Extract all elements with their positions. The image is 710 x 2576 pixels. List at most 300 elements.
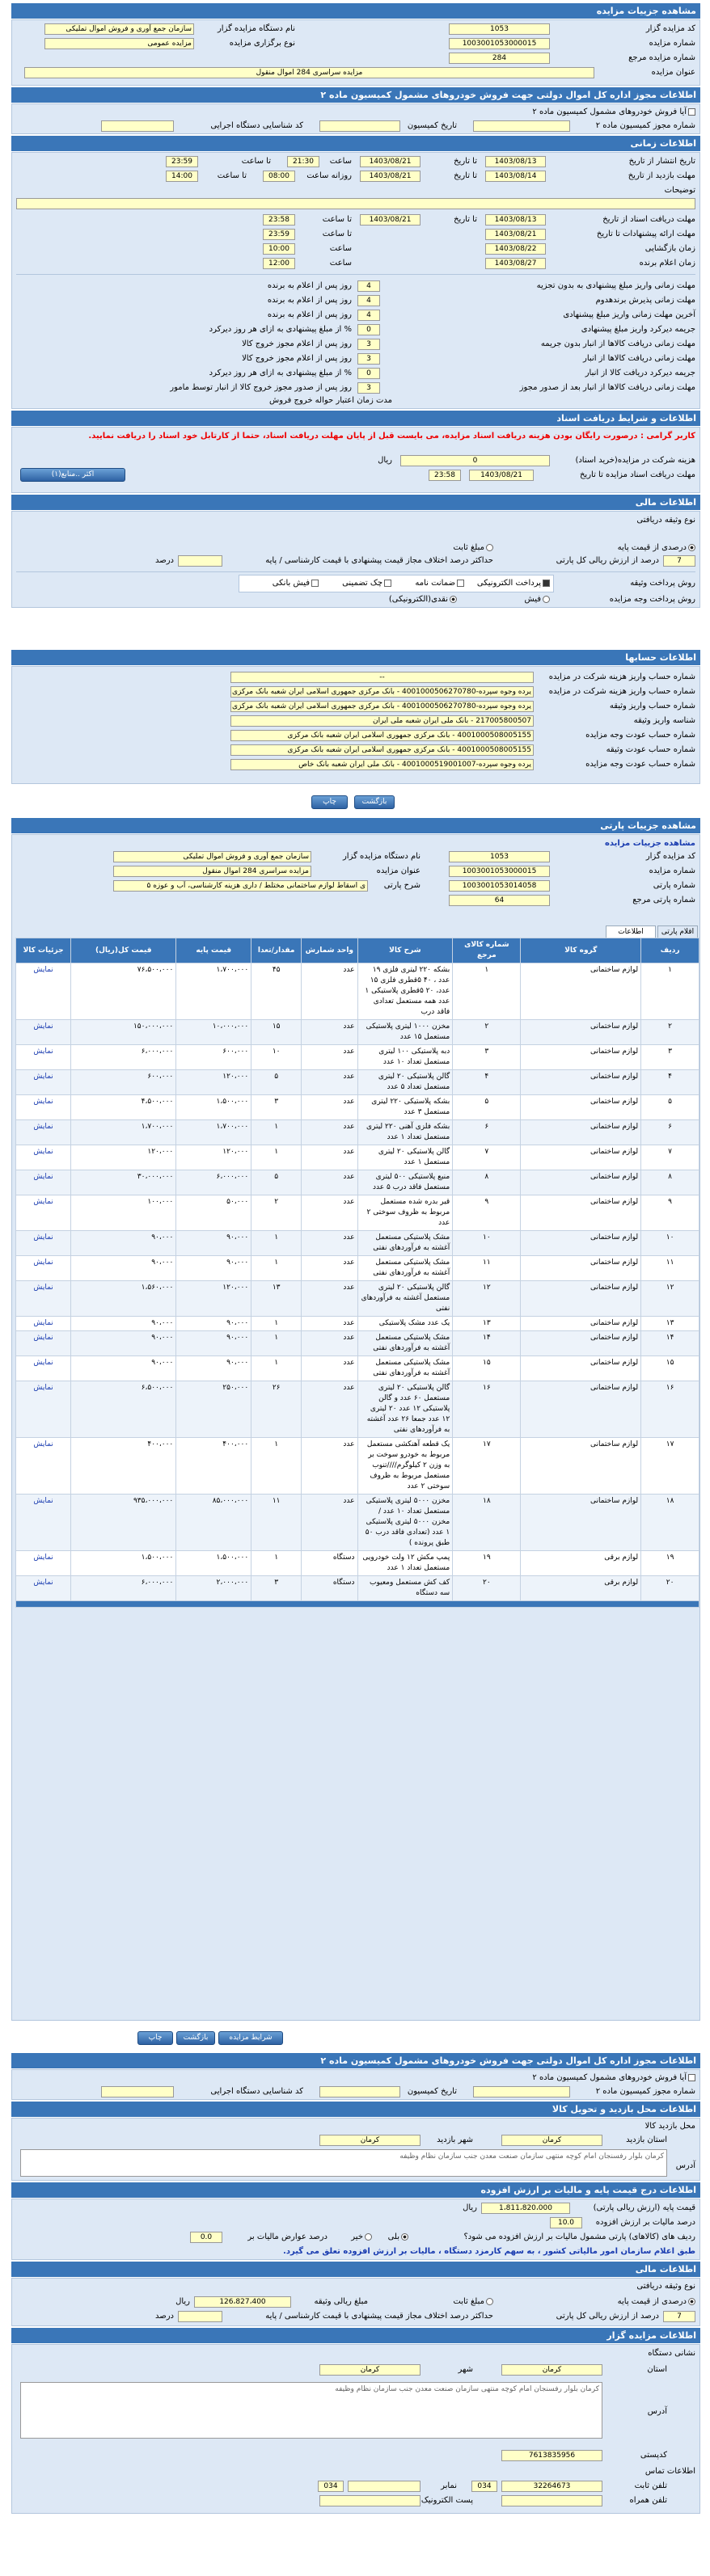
table-cell: ۱۴ bbox=[453, 1331, 521, 1356]
table-cell: ۱۶ bbox=[641, 1381, 699, 1438]
section-financial-1: اطلاعات مالی bbox=[11, 495, 700, 510]
show-details-link[interactable]: نمایش bbox=[33, 1123, 53, 1131]
table-cell: عدد bbox=[302, 1331, 357, 1356]
show-details-link[interactable]: نمایش bbox=[33, 1173, 53, 1181]
show-details-link[interactable]: نمایش bbox=[33, 1384, 53, 1392]
section-time-info: اطلاعات زمانی bbox=[11, 136, 700, 151]
table-cell: ۵ bbox=[251, 1170, 302, 1195]
pay-receipt-checkbox[interactable] bbox=[311, 580, 319, 587]
time-desc-field bbox=[16, 198, 695, 209]
back-button[interactable]: بازگشت bbox=[354, 795, 395, 809]
visit-to-label: تا تاریخ bbox=[454, 171, 477, 180]
show-details-link[interactable]: نمایش bbox=[33, 1284, 53, 1292]
visit-location-label: محل بازدید کالا bbox=[644, 2122, 695, 2131]
table-cell: گالن پلاستیکی ۲۰ لیتری مستعمل ۶۰ عدد و گالن پلاستیکی ۱۲ عدد ۲۰ لیتری ۱۲ عدد جمعا ۲۶ عدد آغشته به فرآوردهای نفتی bbox=[357, 1381, 453, 1438]
opening-label: زمان بازگشایی bbox=[644, 244, 695, 253]
details-cell bbox=[16, 1020, 71, 1045]
deadline-7-unit: % از مبلغ پیشنهادی به ازای هر روز دیرکرد bbox=[209, 369, 352, 377]
party-ref-label: شماره پارتی مرجع bbox=[632, 896, 695, 904]
show-details-link[interactable]: نمایش bbox=[33, 1334, 53, 1342]
show-details-link[interactable]: نمایش bbox=[33, 1048, 53, 1056]
deposit-amount-label: مبلغ ریالی وثیقه bbox=[314, 2297, 368, 2306]
visit-province-field: کرمان bbox=[501, 2135, 602, 2146]
publish-to-label: تا تاریخ bbox=[454, 157, 477, 166]
doc-from-label: مهلت دریافت اسناد از تاریخ bbox=[602, 215, 695, 224]
table-cell: لوازم ساختمانی bbox=[521, 1070, 641, 1095]
table-cell: عدد bbox=[302, 1356, 357, 1381]
account-6-label: شماره حساب عودت وثیقه bbox=[606, 745, 695, 754]
section-financial-2: اطلاعات مالی bbox=[11, 2262, 700, 2277]
deadline-2-label: مهلت زمانی پذیرش برندهدوم bbox=[595, 296, 695, 305]
table-cell: لوازم ساختمانی bbox=[521, 1020, 641, 1045]
party-auction-number-label: شماره مزایده bbox=[649, 866, 695, 875]
table-cell: ۲ bbox=[251, 1195, 302, 1231]
show-details-link[interactable]: نمایش bbox=[33, 1233, 53, 1242]
visit-address-field: کرمان بلوار رفسنجان امام کوچه منتهی سازمان صنعت معدن جنب سازمان نظام وظیفه bbox=[20, 2149, 667, 2177]
time-desc-label: توضیحات bbox=[664, 186, 695, 195]
tab-additional-info[interactable]: اطلاعات bbox=[606, 925, 656, 938]
mobile-label: تلفن همراه bbox=[629, 2496, 667, 2505]
table-cell: لوازم ساختمانی bbox=[521, 1256, 641, 1281]
table-cell: ۹۳۵،۰۰۰،۰۰۰ bbox=[71, 1495, 176, 1551]
pay-guarantee-checkbox[interactable] bbox=[457, 580, 464, 587]
table-cell: ۱۳ bbox=[641, 1317, 699, 1331]
pay-cheque-text: چک تضمینی bbox=[342, 579, 382, 588]
more-documents-button[interactable]: اکثر ..منابع(۱) bbox=[20, 468, 125, 482]
pay-electronic-text: پرداخت الکترونیکی bbox=[476, 579, 541, 588]
table-cell: ۱ bbox=[251, 1145, 302, 1170]
table-cell: لوازم ساختمانی bbox=[521, 1281, 641, 1317]
table-row bbox=[16, 1331, 699, 1356]
agency-id-field bbox=[101, 120, 174, 132]
deposit-percent-radio[interactable] bbox=[688, 544, 695, 551]
vat-no-text: خیر bbox=[351, 2232, 363, 2241]
table-cell: ۱۵ bbox=[641, 1356, 699, 1381]
details-cell bbox=[16, 963, 71, 1020]
auction-subject-field: مزایده سراسری 284 اموال منقول bbox=[24, 67, 594, 78]
deposit-fixed-text-2: مبلغ ثابت bbox=[453, 2297, 484, 2306]
table-cell: یک عدد مشک پلاستیکی bbox=[357, 1317, 453, 1331]
table-cell: ۴ bbox=[641, 1070, 699, 1095]
table-cell: قیر بدره شده مستعمل مربوط به ظروف سوختی ۲ عدد bbox=[357, 1195, 453, 1231]
table-cell: دستگاه bbox=[302, 1576, 357, 1601]
table-cell: بشکه ۲۲۰ لیتری فلزی ۱۹ عدد ، ۴۰ ۵قطری فلزی ۱۵ عدد، ۲۰ ۵قطری پلاستیکی ۱ عدد همه مستعمل تعدادی فاقد درب bbox=[357, 963, 453, 1020]
party-number-field: 1003001053014058 bbox=[449, 880, 550, 892]
party-subject-field: مزایده سراسری 284 اموال منقول bbox=[113, 866, 311, 877]
winner-time-field: 12:00 bbox=[263, 258, 295, 269]
license-checkbox-2[interactable] bbox=[688, 2074, 695, 2081]
deadline-3-label: آخرین مهلت زمانی واریز مبلغ پیشنهادی bbox=[563, 310, 695, 319]
deposit-percent-radio-2[interactable] bbox=[688, 2298, 695, 2305]
doc-fee-unit: ریال bbox=[378, 456, 392, 465]
base-price-panel bbox=[11, 2199, 700, 2260]
table-cell: دبه پلاستیکی ۱۰۰ لیتری مستعمل تعداد ۱۰ عدد bbox=[357, 1045, 453, 1070]
table-row bbox=[16, 1317, 699, 1331]
license-checkbox[interactable] bbox=[688, 108, 695, 116]
pm-cash-option[interactable] bbox=[389, 594, 457, 605]
table-cell: ۲۰ bbox=[641, 1576, 699, 1601]
table-cell: ۲۶ bbox=[251, 1381, 302, 1438]
table-cell: لوازم ساختمانی bbox=[521, 1381, 641, 1438]
visit-t2-field: 14:00 bbox=[166, 171, 198, 182]
table-cell: ۹ bbox=[453, 1195, 521, 1231]
license-number-label-2: شماره مجوز کمیسیون ماده ۲ bbox=[595, 2087, 695, 2096]
party-org-name-label: نام دستگاه مزایده گزار bbox=[342, 852, 421, 861]
show-details-link[interactable]: نمایش bbox=[33, 1554, 53, 1562]
org-province-label: استان bbox=[647, 2365, 667, 2374]
auction-number-field: 1003001053000015 bbox=[449, 38, 550, 49]
table-cell: عدد bbox=[302, 1256, 357, 1281]
publish-from-label: تاریخ انتشار از تاریخ bbox=[628, 157, 695, 166]
table-cell: ۶۰۰،۰۰۰ bbox=[176, 1045, 251, 1070]
winner-time-label: ساعت bbox=[329, 259, 352, 268]
pay-electronic-option[interactable] bbox=[477, 578, 550, 589]
table-cell: لوازم ساختمانی bbox=[521, 1331, 641, 1356]
table-cell: ۱۲۰،۰۰۰ bbox=[176, 1145, 251, 1170]
table-cell: ۱۱ bbox=[641, 1256, 699, 1281]
table-cell: ۸ bbox=[641, 1170, 699, 1195]
section-accounts: اطلاعات حسابها bbox=[11, 650, 700, 665]
print-button-2[interactable]: چاپ bbox=[137, 2031, 173, 2045]
table-cell: ۹۰،۰۰۰ bbox=[71, 1317, 176, 1331]
pay-cheque-checkbox[interactable] bbox=[384, 580, 391, 587]
pay-guarantee-option[interactable] bbox=[415, 578, 464, 589]
table-cell: ۹۰،۰۰۰ bbox=[176, 1256, 251, 1281]
table-cell: مشک پلاستیکی مستعمل آغشته به فرآوردهای نفتی bbox=[357, 1331, 453, 1356]
table-row bbox=[16, 1381, 699, 1438]
section-license-1: اطلاعات مجوز اداره کل اموال دولتی جهت فروش خودروهای مشمول کمیسیون ماده ۲ bbox=[11, 87, 700, 103]
table-cell: لوازم ساختمانی bbox=[521, 1317, 641, 1331]
deadline-2-field: 4 bbox=[357, 295, 380, 306]
deadline-8-label: مهلت زمانی دریافت کالاها از انبار بعد از صدور مجوز bbox=[519, 383, 695, 392]
account-1-label: شماره حساب واریز هزینه شرکت در مزایده bbox=[548, 672, 695, 681]
table-cell: یک قطعه آهنکشی مستعمل مربوط به خودرو سوخت بر به وزن ۲ کیلوگرم////تنوب مستعمل مربوط به ظروف سوختی ۲ عدد bbox=[357, 1438, 453, 1495]
doc-time-label: تا ساعت bbox=[322, 215, 352, 224]
column-header: ردیف bbox=[641, 938, 699, 963]
details-cell bbox=[16, 1070, 71, 1095]
table-cell: ۹۰،۰۰۰ bbox=[176, 1331, 251, 1356]
table-row bbox=[16, 1195, 699, 1231]
deposit-fixed-radio[interactable] bbox=[486, 544, 493, 551]
doc-fee-label: هزینه شرکت در مزایده(خرید اسناد) bbox=[575, 456, 695, 465]
deposit-percent-text: درصدی از قیمت پایه bbox=[617, 543, 687, 552]
table-cell: ۱۱ bbox=[251, 1495, 302, 1551]
pay-receipt-option[interactable] bbox=[273, 578, 319, 589]
license-panel-1 bbox=[11, 103, 700, 134]
details-cell bbox=[16, 1231, 71, 1256]
email-label: پست الکترونیک bbox=[421, 2496, 473, 2505]
table-footer-cell bbox=[16, 1601, 699, 1608]
table-cell: ۱ bbox=[251, 1331, 302, 1356]
auction-conditions-button[interactable]: شرایط مزایده bbox=[218, 2031, 283, 2045]
column-header: جزئیات کالا bbox=[16, 938, 71, 963]
details-cell bbox=[16, 1095, 71, 1120]
table-cell: ۱،۷۰۰،۰۰۰ bbox=[71, 1120, 176, 1145]
table-cell: ۱۲۰،۰۰۰ bbox=[176, 1070, 251, 1095]
pm-receipt-radio[interactable] bbox=[543, 596, 550, 603]
table-cell: ۲ bbox=[453, 1020, 521, 1045]
deadline-5-unit: روز پس از اعلام مجوز خروج کالا bbox=[242, 339, 352, 348]
account-2-label: شماره حساب واریز هزینه شرکت در مزایده bbox=[548, 687, 695, 696]
deadline-6-label: مهلت زمانی دریافت کالاها از انبار bbox=[583, 354, 695, 363]
pay-receipt-text: فیش بانکی bbox=[272, 579, 310, 588]
publish-time-label: ساعت bbox=[329, 157, 352, 166]
table-row bbox=[16, 1356, 699, 1381]
table-cell: ۱،۷۰۰،۰۰۰ bbox=[176, 1120, 251, 1145]
table-cell: عدد bbox=[302, 963, 357, 1020]
vat-no-radio[interactable] bbox=[365, 2233, 372, 2241]
license-date-label-2: تاریخ کمیسیون bbox=[407, 2087, 457, 2096]
table-cell: ۴۰۰،۰۰۰ bbox=[71, 1438, 176, 1495]
party-ref-field: 64 bbox=[449, 895, 550, 906]
show-details-link[interactable]: نمایش bbox=[33, 1098, 53, 1106]
deposit-fixed-radio-2[interactable] bbox=[486, 2298, 493, 2305]
org-address-text-label: آدرس bbox=[647, 2407, 667, 2416]
deadline-6-unit: روز پس از اعلام مجوز خروج کالا bbox=[242, 354, 352, 363]
table-cell: ۱۶ bbox=[453, 1381, 521, 1438]
table-cell: ۶،۰۰۰،۰۰۰ bbox=[71, 1576, 176, 1601]
doc-to-field: 1403/08/21 bbox=[360, 214, 421, 226]
fax-field bbox=[348, 2481, 421, 2492]
table-cell: ۱،۵۰۰،۰۰۰ bbox=[176, 1551, 251, 1576]
table-cell: مشک پلاستیکی مستعمل آغشته به فرآوردهای نفتی bbox=[357, 1256, 453, 1281]
table-cell: گالن پلاستیکی ۲۰ لیتری مستعمل آغشته به فرآوردهای نفتی bbox=[357, 1281, 453, 1317]
pay-cheque-option[interactable] bbox=[342, 578, 391, 589]
pay-electronic-checkbox[interactable] bbox=[543, 580, 550, 587]
auction-number-label: شماره مزایده bbox=[649, 39, 695, 48]
table-footer bbox=[16, 1601, 699, 1608]
pm-receipt-option[interactable] bbox=[524, 594, 550, 605]
tab-party-items[interactable]: اقلام پارتی bbox=[657, 925, 698, 938]
table-row bbox=[16, 1281, 699, 1317]
details-cell bbox=[16, 1170, 71, 1195]
divider bbox=[16, 571, 695, 572]
license-date-field bbox=[319, 120, 400, 132]
table-cell: بشکه فلزی آهنی ۲۲۰ لیتری مستعمل تعداد ۱ عدد bbox=[357, 1120, 453, 1145]
show-details-link[interactable]: نمایش bbox=[33, 1579, 53, 1587]
opening-time-field: 10:00 bbox=[263, 243, 295, 255]
table-row bbox=[16, 1070, 699, 1095]
bid-deadline-label: مهلت ارائه پیشنهادات تا تاریخ bbox=[596, 230, 695, 238]
details-cell bbox=[16, 1495, 71, 1551]
section-party-details: مشاهده جزییات پارتی bbox=[11, 818, 700, 833]
section-auction-details: مشاهده جزییات مزایده bbox=[11, 3, 700, 19]
table-cell: عدد bbox=[302, 1145, 357, 1170]
license-date-label: تاریخ کمیسیون bbox=[407, 121, 457, 130]
table-cell: ۱۳ bbox=[251, 1281, 302, 1317]
auction-subject-label: عنوان مزایده bbox=[651, 68, 695, 77]
show-details-link[interactable]: نمایش bbox=[33, 1258, 53, 1267]
show-details-link[interactable]: نمایش bbox=[33, 1359, 53, 1367]
table-cell: بشکه پلاستیکی ۲۲۰ لیتری مستعمل ۳ عدد bbox=[357, 1095, 453, 1120]
table-cell: لوازم ساختمانی bbox=[521, 1195, 641, 1231]
table-cell: ۱۲ bbox=[641, 1281, 699, 1317]
deadline-3-unit: روز پس از اعلام به برنده bbox=[267, 310, 352, 319]
fax-label: نمابر bbox=[441, 2481, 457, 2490]
ref-number-label: شماره مزایده مرجع bbox=[628, 53, 695, 62]
table-cell: مشک پلاستیکی مستعمل آغشته به فرآوردهای نفتی bbox=[357, 1231, 453, 1256]
table-cell: ۱۲۰،۰۰۰ bbox=[71, 1145, 176, 1170]
table-cell: دستگاه bbox=[302, 1551, 357, 1576]
table-cell: ۳ bbox=[251, 1576, 302, 1601]
table-cell: لوازم ساختمانی bbox=[521, 1438, 641, 1495]
pm-cash-text: نقدی(الکترونیکی) bbox=[388, 595, 448, 604]
show-details-link[interactable]: نمایش bbox=[33, 1319, 53, 1327]
visit-to-field: 1403/08/21 bbox=[360, 171, 421, 182]
deadline-6-field: 3 bbox=[357, 353, 380, 365]
column-header: مقدار/تعدا bbox=[251, 938, 302, 963]
show-details-link[interactable]: نمایش bbox=[33, 1198, 53, 1206]
table-cell: ۱۰،۰۰۰،۰۰۰ bbox=[176, 1020, 251, 1045]
section-base-price: اطلاعات درج قیمت پایه و مالیات بر ارزش افزوده bbox=[11, 2182, 700, 2198]
table-cell: عدد bbox=[302, 1045, 357, 1070]
table-cell: ۶۰۰،۰۰۰ bbox=[71, 1070, 176, 1095]
table-row bbox=[16, 1256, 699, 1281]
table-cell: ۶ bbox=[453, 1120, 521, 1145]
vat-yes-radio[interactable] bbox=[401, 2233, 408, 2241]
license-number-field-2 bbox=[473, 2086, 570, 2097]
deadline-9-label: مدت زمان اعتبار حواله خروج فروش bbox=[269, 396, 392, 405]
show-details-link[interactable]: نمایش bbox=[33, 1440, 53, 1448]
show-details-link[interactable]: نمایش bbox=[33, 966, 53, 974]
visit-location-panel bbox=[11, 2118, 700, 2181]
table-cell: ۵ bbox=[641, 1095, 699, 1120]
table-cell: عدد bbox=[302, 1231, 357, 1256]
table-cell: ۹۰،۰۰۰ bbox=[71, 1231, 176, 1256]
table-row bbox=[16, 1576, 699, 1601]
license-question-2-text: آیا فروش خودروهای مشمول کمیسیون ماده ۲ bbox=[532, 2073, 687, 2082]
table-cell: ۳۰،۰۰۰،۰۰۰ bbox=[71, 1170, 176, 1195]
table-cell: ۶،۰۰۰،۰۰۰ bbox=[176, 1170, 251, 1195]
details-cell bbox=[16, 1331, 71, 1356]
table-cell: ۱،۵۶۰،۰۰۰ bbox=[71, 1281, 176, 1317]
visit-from-label: مهلت بازدید از تاریخ bbox=[628, 171, 695, 180]
postal-code-field: 7613835956 bbox=[501, 2450, 602, 2461]
table-cell: عدد bbox=[302, 1095, 357, 1120]
table-cell: عدد bbox=[302, 1120, 357, 1145]
winner-label: زمان اعلام برنده bbox=[639, 259, 695, 268]
deposit-type-label: نوع وثیقه دریافتی bbox=[636, 516, 695, 525]
table-cell: ۱۷ bbox=[453, 1438, 521, 1495]
auction-type-label: نوع برگزاری مزایده bbox=[229, 39, 295, 48]
vat-field: 10.0 bbox=[550, 2217, 582, 2228]
deadline-5-field: 3 bbox=[357, 339, 380, 350]
landline-field: 32264673 bbox=[501, 2481, 602, 2492]
mobile-field bbox=[501, 2495, 602, 2506]
max-diff-label-2: حداکثر درصد اختلاف مجاز قیمت پیشنهادی با قیمت کارشناسی / پایه bbox=[265, 2312, 493, 2321]
deposit-percent-field: 7 bbox=[663, 555, 695, 567]
table-cell: ۱۰ bbox=[251, 1045, 302, 1070]
show-details-link[interactable]: نمایش bbox=[33, 1148, 53, 1156]
tax-field: 0.0 bbox=[190, 2232, 222, 2243]
org-city-label: شهر bbox=[458, 2365, 473, 2374]
visit-province-label: استان بازدید bbox=[626, 2135, 667, 2144]
tax-label: درصد عوارض مالیات بر bbox=[247, 2232, 328, 2241]
table-row bbox=[16, 1495, 699, 1551]
deposit-amount-unit: ریال bbox=[175, 2297, 190, 2306]
table-cell: ۲۰ bbox=[453, 1576, 521, 1601]
fax-code-field: 034 bbox=[318, 2481, 344, 2492]
table-cell: عدد bbox=[302, 1195, 357, 1231]
agency-id-label: کد شناسایی دستگاه اجرایی bbox=[210, 121, 303, 130]
table-cell: لوازم ساختمانی bbox=[521, 1170, 641, 1195]
table-cell: ۱۵ bbox=[251, 1020, 302, 1045]
bid-time-field: 23:59 bbox=[263, 229, 295, 240]
deposit-type-label-2: نوع وثیقه دریافتی bbox=[636, 2282, 695, 2291]
details-cell bbox=[16, 1281, 71, 1317]
vat-no-option[interactable] bbox=[351, 2232, 372, 2243]
max-diff-unit: درصد bbox=[154, 556, 174, 565]
details-cell bbox=[16, 1551, 71, 1576]
table-cell: مخزن ۱۰۰۰ لیتری پلاستیکی مستعمل ۱۵ عدد bbox=[357, 1020, 453, 1045]
account-2-field: یرده وجوه سپرده-4001000506270780 - بانک مرکزی جمهوری اسلامی ایران شعبه بانک مرکزی bbox=[230, 686, 534, 698]
doc-deadline-date: 1403/08/21 bbox=[469, 470, 534, 481]
section-auctioneer: اطلاعات مزایده گزار bbox=[11, 2328, 700, 2343]
account-3-field: یرده وجوه سپرده-4001000506270780 - بانک مرکزی جمهوری اسلامی ایران شعبه بانک مرکزی bbox=[230, 701, 534, 712]
deposit-fixed-option[interactable] bbox=[453, 542, 493, 554]
back-button-2[interactable]: بازگشت bbox=[176, 2031, 215, 2045]
org-name-label: نام دستگاه مزایده گزار bbox=[217, 24, 295, 33]
show-details-link[interactable]: نمایش bbox=[33, 1497, 53, 1505]
agency-id-label-2: کد شناسایی دستگاه اجرایی bbox=[210, 2087, 303, 2096]
table-cell: ۱۹ bbox=[641, 1551, 699, 1576]
table-cell: ۸۵،۰۰۰،۰۰۰ bbox=[176, 1495, 251, 1551]
visit-address-label: آدرس bbox=[675, 2161, 695, 2170]
party-desc-field: ی اسقاط لوازم ساختمانی مختلط / داری هزینه کارشناسی، آب و عوزه ۵ bbox=[113, 880, 368, 892]
publish-time2-label: تا ساعت bbox=[241, 157, 271, 166]
table-cell: ۱،۵۰۰،۰۰۰ bbox=[71, 1551, 176, 1576]
vat-yes-option[interactable] bbox=[388, 2232, 408, 2243]
deposit-fixed-option-2[interactable] bbox=[453, 2296, 493, 2308]
show-details-link[interactable]: نمایش bbox=[33, 1073, 53, 1081]
table-cell: ۹۰،۰۰۰ bbox=[71, 1256, 176, 1281]
table-cell: ۱۸ bbox=[453, 1495, 521, 1551]
pm-cash-radio[interactable] bbox=[450, 596, 457, 603]
publish-to-field: 1403/08/21 bbox=[360, 156, 421, 167]
details-cell bbox=[16, 1145, 71, 1170]
table-cell: ۱۰ bbox=[641, 1231, 699, 1256]
divider bbox=[16, 274, 695, 275]
table-cell: عدد bbox=[302, 1070, 357, 1095]
winner-date-field: 1403/08/27 bbox=[485, 258, 546, 269]
print-button[interactable]: چاپ bbox=[311, 795, 348, 809]
ref-number-field: 284 bbox=[449, 53, 550, 64]
deposit-percent-option[interactable] bbox=[618, 542, 695, 554]
table-cell: ۴۰۰،۰۰۰ bbox=[176, 1438, 251, 1495]
license-panel-2 bbox=[11, 2069, 700, 2100]
org-address-field: کرمان بلوار رفسنجان امام کوچه منتهی سازمان صنعت معدن جنب سازمان نظام وظیفه bbox=[20, 2382, 602, 2439]
details-cell bbox=[16, 1256, 71, 1281]
doc-deadline-label: مهلت دریافت اسناد مزایده تا تاریخ bbox=[579, 470, 695, 479]
license-question-text: آیا فروش خودروهای مشمول کمیسیون ماده ۲ bbox=[532, 108, 687, 116]
org-code-field: 1053 bbox=[449, 23, 550, 35]
org-name-field: سازمان جمع آوری و فروش اموال تملیکی bbox=[44, 23, 194, 35]
table-cell: ۹۰،۰۰۰ bbox=[176, 1317, 251, 1331]
auction-details-panel bbox=[11, 19, 700, 86]
table-cell: ۱ bbox=[453, 963, 521, 1020]
show-details-link[interactable]: نمایش bbox=[33, 1022, 53, 1031]
column-header: شماره کالای مرجع bbox=[453, 938, 521, 963]
deadline-4-label: جریمه دیرکرد واریز مبلغ پیشنهادی bbox=[581, 325, 695, 334]
pay-guarantee-text: ضمانت نامه bbox=[415, 579, 455, 588]
deposit-percent-option-2[interactable] bbox=[618, 2296, 695, 2308]
account-1-field: -- bbox=[230, 672, 534, 683]
table-cell: ۱۹ bbox=[453, 1551, 521, 1576]
table-cell: ۱ bbox=[641, 963, 699, 1020]
table-row bbox=[16, 1095, 699, 1120]
table-cell: ۸ bbox=[453, 1170, 521, 1195]
table-cell: ۱۴ bbox=[641, 1331, 699, 1356]
